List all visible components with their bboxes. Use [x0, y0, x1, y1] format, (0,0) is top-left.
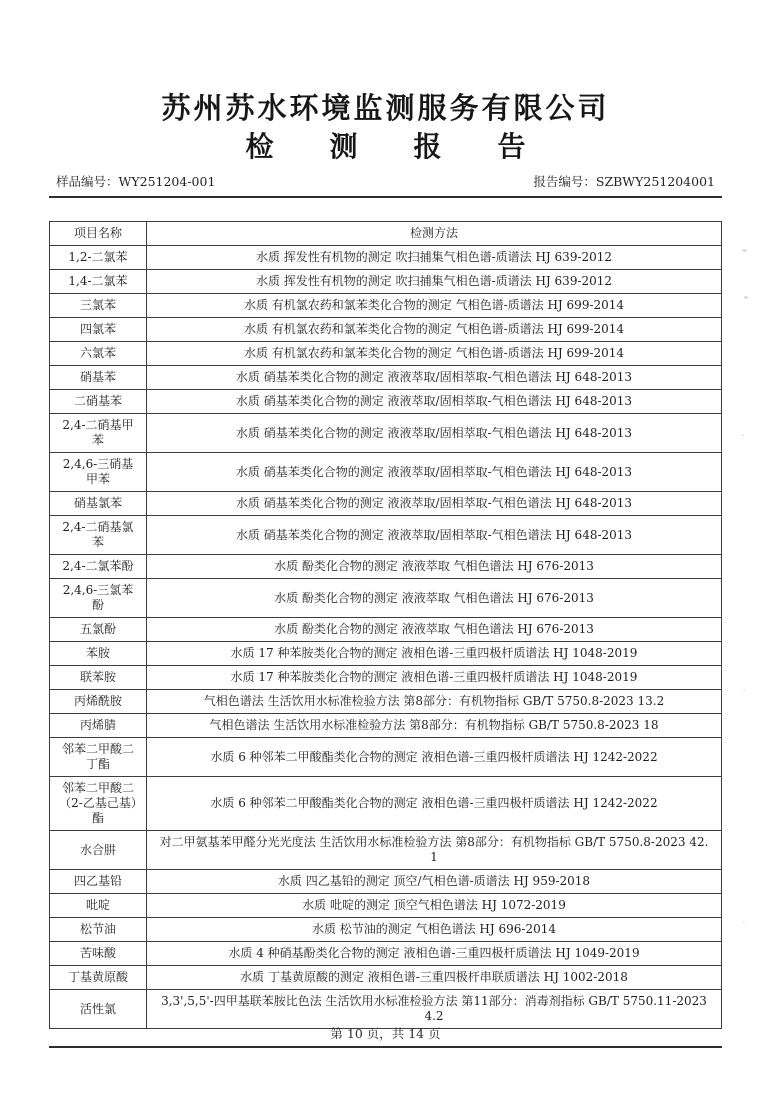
table-row [50, 492, 722, 516]
item-name-cell: 四乙基铅 [50, 870, 147, 894]
method-cell: 水质 丁基黄原酸的测定 液相色谱-三重四极杆串联质谱法 HJ 1002-2018 [147, 966, 722, 990]
item-name-cell: 邻苯二甲酸二丁酯 [50, 738, 147, 777]
method-cell: 水质 四乙基铅的测定 顶空/气相色谱-质谱法 HJ 959-2018 [147, 870, 722, 894]
method-cell: 水质 硝基苯类化合物的测定 液液萃取/固相萃取-气相色谱法 HJ 648-2013 [147, 366, 722, 390]
meta-row [49, 174, 722, 190]
method-cell: 水质 硝基苯类化合物的测定 液液萃取/固相萃取-气相色谱法 HJ 648-2013 [147, 516, 722, 555]
method-cell: 水质 酚类化合物的测定 液液萃取 气相色谱法 HJ 676-2013 [147, 555, 722, 579]
method-cell: 气相色谱法 生活饮用水标准检验方法 第8部分：有机物指标 GB/T 5750.8-2023 18 [147, 714, 722, 738]
scan-speck [744, 296, 748, 299]
item-name-cell: 苯胺 [50, 642, 147, 666]
table-row [50, 453, 722, 492]
table-row [50, 342, 722, 366]
item-name-cell: 吡啶 [50, 894, 147, 918]
method-cell: 水质 吡啶的测定 顶空气相色谱法 HJ 1072-2019 [147, 894, 722, 918]
item-name-cell: 四氯苯 [50, 318, 147, 342]
table-row [50, 990, 722, 1029]
method-cell: 水质 有机氯农药和氯苯类化合物的测定 气相色谱-质谱法 HJ 699-2014 [147, 318, 722, 342]
method-cell: 水质 酚类化合物的测定 液液萃取 气相色谱法 HJ 676-2013 [147, 579, 722, 618]
table-row [50, 942, 722, 966]
table-row [50, 642, 722, 666]
method-cell: 水质 硝基苯类化合物的测定 液液萃取/固相萃取-气相色谱法 HJ 648-2013 [147, 492, 722, 516]
report-number-value: SZBWY251204001 [595, 174, 715, 189]
item-name-cell: 水合肼 [50, 831, 147, 870]
item-name-cell: 硝基苯 [50, 366, 147, 390]
report-number [533, 174, 715, 190]
report-title [0, 128, 771, 166]
table-row [50, 579, 722, 618]
table-row [50, 690, 722, 714]
table-row [50, 666, 722, 690]
content-area [49, 174, 722, 1048]
method-cell: 水质 挥发性有机物的测定 吹扫捕集气相色谱-质谱法 HJ 639-2012 [147, 246, 722, 270]
method-cell: 水质 硝基苯类化合物的测定 液液萃取/固相萃取-气相色谱法 HJ 648-2013 [147, 414, 722, 453]
table-row [50, 246, 722, 270]
table-row [50, 870, 722, 894]
method-cell: 水质 酚类化合物的测定 液液萃取 气相色谱法 HJ 676-2013 [147, 618, 722, 642]
item-name-cell: 2,4-二氯苯酚 [50, 555, 147, 579]
method-cell: 水质 挥发性有机物的测定 吹扫捕集气相色谱-质谱法 HJ 639-2012 [147, 270, 722, 294]
table-row [50, 294, 722, 318]
method-cell: 水质 硝基苯类化合物的测定 液液萃取/固相萃取-气相色谱法 HJ 648-2013 [147, 453, 722, 492]
method-cell: 对二甲氨基苯甲醛分光光度法 生活饮用水标准检验方法 第8部分：有机物指标 GB/T 5750.8-2023 42.1 [147, 831, 722, 870]
page-number-text: 第 10 页，共 14 页 [330, 1026, 441, 1041]
item-name-cell: 2,4,6-三氯苯酚 [50, 579, 147, 618]
table-row [50, 516, 722, 555]
table-row [50, 414, 722, 453]
methods-table [49, 221, 722, 1029]
method-cell: 水质 17 种苯胺类化合物的测定 液相色谱-三重四极杆质谱法 HJ 1048-2019 [147, 642, 722, 666]
table-row [50, 390, 722, 414]
footer-rule [49, 1046, 722, 1048]
scan-speck [741, 434, 744, 436]
table-row [50, 618, 722, 642]
table-row [50, 318, 722, 342]
item-name-cell: 1,4-二氯苯 [50, 270, 147, 294]
item-name-cell: 2,4-二硝基甲苯 [50, 414, 147, 453]
column-header-method: 检测方法 [147, 222, 722, 246]
table-row [50, 966, 722, 990]
table-row [50, 894, 722, 918]
scan-speck [743, 689, 746, 691]
item-name-cell: 联苯胺 [50, 666, 147, 690]
item-name-cell: 丙烯腈 [50, 714, 147, 738]
method-cell: 水质 硝基苯类化合物的测定 液液萃取/固相萃取-气相色谱法 HJ 648-2013 [147, 390, 722, 414]
table-row [50, 555, 722, 579]
sample-number-label: 样品编号： [56, 174, 119, 189]
table-row [50, 831, 722, 870]
company-name: 苏州苏水环境监测服务有限公司 [161, 91, 610, 125]
item-name-cell: 活性氯 [50, 990, 147, 1029]
item-name-cell: 丁基黄原酸 [50, 966, 147, 990]
item-name-cell: 硝基氯苯 [50, 492, 147, 516]
method-cell: 水质 17 种苯胺类化合物的测定 液相色谱-三重四极杆质谱法 HJ 1048-2019 [147, 666, 722, 690]
item-name-cell: 1,2-二氯苯 [50, 246, 147, 270]
column-header-item-name: 项目名称 [50, 222, 147, 246]
scan-speck [742, 249, 747, 252]
method-cell: 水质 4 种硝基酚类化合物的测定 液相色谱-三重四极杆质谱法 HJ 1049-2019 [147, 942, 722, 966]
item-name-cell: 苦味酸 [50, 942, 147, 966]
item-name-cell: 五氯酚 [50, 618, 147, 642]
report-title-text: 检测报告 [245, 130, 582, 163]
scan-speck [742, 921, 745, 923]
item-name-cell: 丙烯酰胺 [50, 690, 147, 714]
method-cell: 水质 有机氯农药和氯苯类化合物的测定 气相色谱-质谱法 HJ 699-2014 [147, 294, 722, 318]
item-name-cell: 二硝基苯 [50, 390, 147, 414]
table-body [50, 246, 722, 1029]
method-cell: 气相色谱法 生活饮用水标准检验方法 第8部分：有机物指标 GB/T 5750.8-2023 13.2 [147, 690, 722, 714]
page-number [0, 1024, 771, 1042]
item-name-cell: 六氯苯 [50, 342, 147, 366]
method-cell: 3,3',5,5'-四甲基联苯胺比色法 生活饮用水标准检验方法 第11部分：消毒剂指标 GB/T 5750.11-2023 4.2 [147, 990, 722, 1029]
table-row [50, 777, 722, 831]
item-name-cell: 邻苯二甲酸二（2-乙基己基）酯 [50, 777, 147, 831]
sample-number-value: WY251204-001 [118, 174, 216, 189]
sample-number [56, 174, 215, 190]
table-row [50, 738, 722, 777]
table-row [50, 918, 722, 942]
table-row [50, 270, 722, 294]
item-name-cell: 三氯苯 [50, 294, 147, 318]
report-number-label: 报告编号： [533, 174, 596, 189]
table-row [50, 714, 722, 738]
method-cell: 水质 松节油的测定 气相色谱法 HJ 696-2014 [147, 918, 722, 942]
method-cell: 水质 有机氯农药和氯苯类化合物的测定 气相色谱-质谱法 HJ 699-2014 [147, 342, 722, 366]
method-cell: 水质 6 种邻苯二甲酸酯类化合物的测定 液相色谱-三重四极杆质谱法 HJ 1242-2022 [147, 738, 722, 777]
item-name-cell: 2,4-二硝基氯苯 [50, 516, 147, 555]
table-header-row [50, 222, 722, 246]
header-rule [49, 196, 722, 198]
item-name-cell: 2,4,6-三硝基甲苯 [50, 453, 147, 492]
method-cell: 水质 6 种邻苯二甲酸酯类化合物的测定 液相色谱-三重四极杆质谱法 HJ 1242-2022 [147, 777, 722, 831]
table-row [50, 366, 722, 390]
item-name-cell: 松节油 [50, 918, 147, 942]
